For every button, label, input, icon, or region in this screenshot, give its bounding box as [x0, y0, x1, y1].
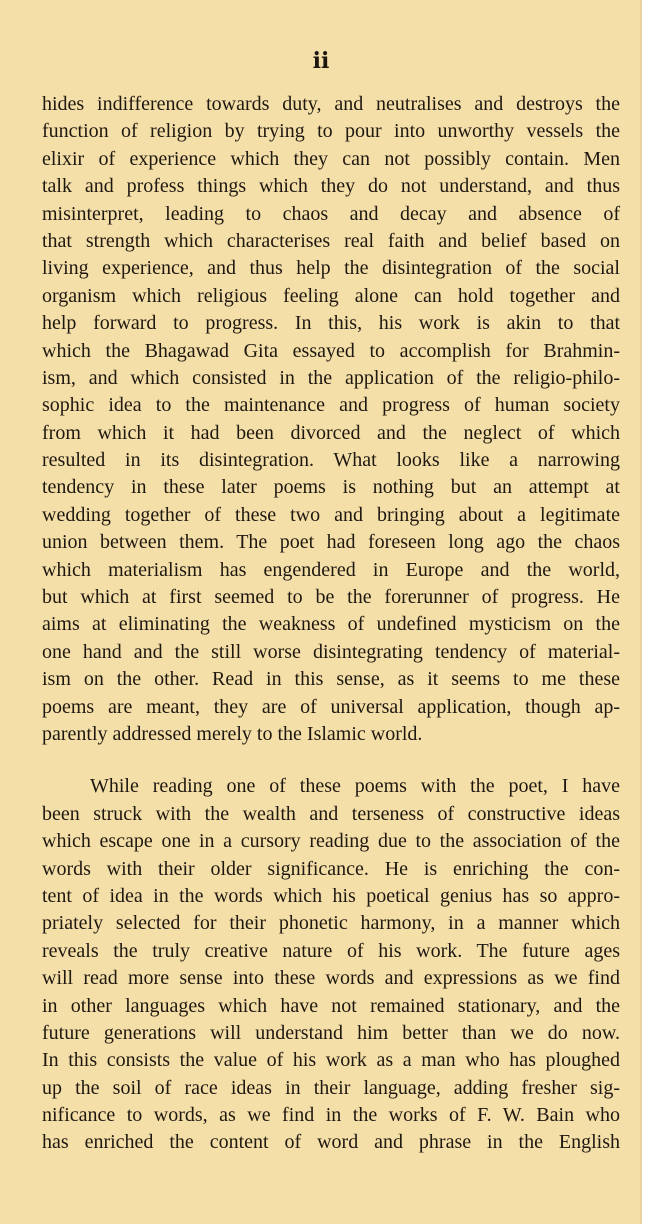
text-line: help forward to progress. In this, his work is akin to that	[42, 312, 620, 335]
paragraph-gap	[42, 748, 620, 773]
right-margin	[642, 0, 648, 1224]
text-line: future generations will understand him better than we do now.	[42, 1021, 620, 1044]
text-line: resulted in its disintegration. What looks like a narrowing	[42, 449, 620, 472]
text-line: elixir of experience which they can not possibly contain. Men	[42, 147, 620, 170]
text-line: parently addressed merely to the Islamic world.	[42, 722, 423, 745]
text-line: in other languages which have not remained stationary, and the	[42, 994, 620, 1017]
text-line: organism which religious feeling alone can hold together and	[42, 284, 620, 307]
text-line: misinterpret, leading to chaos and decay and absence of	[42, 202, 620, 225]
text-line: which escape one in a cursory reading due to the association of the	[42, 830, 620, 853]
text-line: up the soil of race ideas in their language, adding fresher sig-	[42, 1076, 620, 1099]
text-line: which the Bhagawad Gita essayed to accomplish for Brahmin-	[42, 339, 620, 362]
text-line: has enriched the content of word and phrase in the English	[42, 1131, 620, 1154]
text-line: which materialism has engendered in Europe and the world,	[42, 558, 620, 581]
text-line: will read more sense into these words and expressions as we find	[42, 967, 620, 990]
text-line: one hand and the still worse disintegrating tendency of material-	[42, 640, 620, 663]
paragraph-1	[42, 91, 620, 748]
text-line: wedding together of these two and bringing about a legitimate	[42, 503, 620, 526]
text-line: from which it had been divorced and the neglect of which	[42, 421, 620, 444]
text-line: union between them. The poet had foreseen long ago the chaos	[42, 531, 620, 554]
text-line: aims at eliminating the weakness of undefined mysticism on the	[42, 613, 620, 636]
body-text	[42, 91, 620, 1157]
text-line: tent of idea in the words which his poetical genius has so appro-	[42, 884, 620, 907]
text-line: function of religion by trying to pour into unworthy vessels the	[42, 120, 620, 143]
text-line: talk and profess things which they do not understand, and thus	[42, 175, 620, 198]
text-line: living experience, and thus help the disintegration of the social	[42, 257, 620, 280]
text-line: priately selected for their phonetic harmony, in a manner which	[42, 912, 620, 935]
text-line: While reading one of these poems with the poet, I have	[90, 775, 620, 798]
text-line: but which at first seemed to be the forerunner of progress. He	[42, 586, 620, 609]
text-line: been struck with the wealth and terseness of constructive ideas	[42, 802, 620, 825]
paragraph-2	[42, 773, 620, 1156]
page-number: ii	[312, 48, 330, 74]
text-line: nificance to words, as we find in the works of F. W. Bain who	[42, 1104, 620, 1127]
text-line: tendency in these later poems is nothing but an attempt at	[42, 476, 620, 499]
text-line: that strength which characterises real faith and belief based on	[42, 229, 620, 252]
text-line: sophic idea to the maintenance and progress of human society	[42, 394, 620, 417]
text-line: In this consists the value of his work as a man who has ploughed	[42, 1049, 620, 1072]
text-line: ism, and which consisted in the application of the religio-philo-	[42, 366, 620, 389]
text-line: hides indifference towards duty, and neutralises and destroys the	[42, 93, 620, 115]
text-line: ism on the other. Read in this sense, as it seems to me these	[42, 668, 620, 691]
text-line: words with their older significance. He is enriching the con-	[42, 857, 620, 880]
text-line: poems are meant, they are of universal application, though ap-	[42, 695, 620, 718]
text-line: reveals the truly creative nature of his work. The future ages	[42, 939, 620, 962]
